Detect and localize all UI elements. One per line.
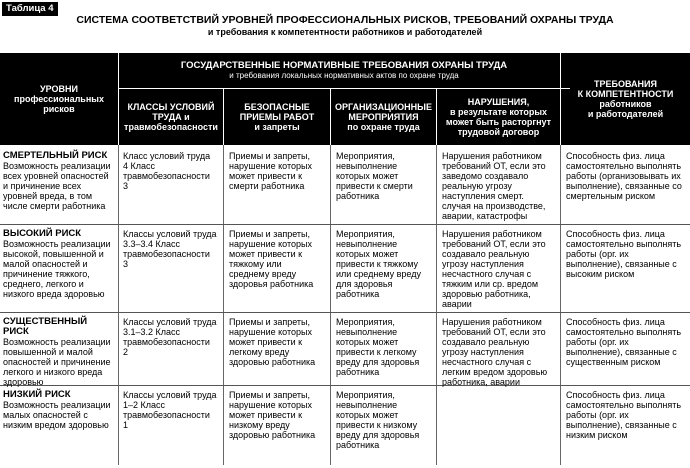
risk-level-description: Возможность реализации малых опасностей с низким вредом здоровью [3,400,111,430]
risk-level-description: Возможность реализации высокой, повышенной и малой опасностей и причинение тяжкого, среднего, легкого и низкого вреда здоровью [3,239,111,299]
competence-cell: Способность физ. лица самостоятельно выполнять работы (орг. их выполнение), связанные с низким риском [566,390,682,440]
col-header-competence: ТРЕБОВАНИЯ К КОМПЕТЕНТНОСТИ работников и работодателей [577,79,674,119]
risk-level-cell [0,313,118,385]
risk-level-name: СМЕРТЕЛЬНЫЙ РИСК [3,150,108,161]
risk-level-name: НИЗКИЙ РИСК [3,389,71,400]
classes-cell: Классы условий труда 1–2 Класс травмобезопасности 1 [123,390,217,430]
safe-methods-cell: Приемы и запреты, нарушение которых может привести к смерти работника [229,151,312,191]
risk-level-description: Возможность реализации повышенной и малой опасностей и причинение легкого и низкого вреда здоровью [3,337,111,387]
col-header-safe-methods: БЕЗОПАСНЫЕ ПРИЕМЫ РАБОТ и запреты [239,102,315,132]
safe-methods-cell: Приемы и запреты, нарушение которых может привести к тяжкому или среднему вреду здоровья работника [229,229,314,289]
col-header-classes: КЛАССЫ УСЛОВИЙ ТРУДА и травмобезопасности [124,102,218,132]
table-tag: Таблица 4 [2,2,58,16]
competence-cell: Способность физ. лица самостоятельно выполнять работы (организовывать их выполнение), связанные со смертельным риском [566,151,682,201]
table-row [0,313,690,386]
col-header-levels: УРОВНИ профессиональных рисков [14,84,104,114]
safe-methods-cell: Приемы и запреты, нарушение которых может привести к легкому вреду здоровью работника [229,317,316,367]
risk-level-description: Возможность реализации всех уровней опасностей и причинение всех уровней вреда, в том числе смерти работника [3,161,111,211]
classes-cell: Классы условий труда 3.3–3.4 Класс травмобезопасности 3 [123,229,217,269]
table-row [0,147,690,225]
risk-level-name: СУЩЕСТВЕННЫЙ РИСК [3,316,88,337]
col-header-violations: НАРУШЕНИЯ, в результате которых может быть расторгнут трудовой договор [445,97,552,137]
org-measures-cell: Мероприятия, невыполнение которых может привести к низкому вреду для здоровья работника [336,390,420,450]
gov-header-line1: ГОСУДАРСТВЕННЫЕ НОРМАТИВНЫЕ ТРЕБОВАНИЯ ОХРАНЫ ТРУДА [180,60,508,71]
org-measures-cell: Мероприятия, невыполнение которых может привести к смерти работника [336,151,413,201]
org-measures-cell: Мероприятия, невыполнение которых может привести к легкому вреду для здоровья работника [336,317,420,377]
safe-methods-cell: Приемы и запреты, нарушение которых может привести к низкому вреду здоровью работника [229,390,316,440]
violations-cell: Нарушения работником требований ОТ, если это заведомо создавало реальную угрозу наступления смерт. случая на производстве, аварии, катастрофы [442,151,546,221]
org-measures-cell: Мероприятия, невыполнение которых может привести к тяжкому или среднему вреду для здоровья работника [336,229,421,299]
table-row [0,225,690,313]
violations-cell: Нарушения работником требований ОТ, если это создавало реальную угрозу наступления несчастного случая с тяжким или ср. вредом здоровью работника, аварии [442,229,546,309]
classes-cell: Класс условий труда 4 Класс травмобезопасности 3 [123,151,211,191]
violations-cell [439,386,558,465]
risk-level-cell [0,147,118,224]
col-header-org-measures: ОРГАНИЗАЦИОННЫЕ МЕРОПРИЯТИЯ по охране труда [334,102,432,132]
gov-header-line2: и требования локальных нормативных актов по охране труда [229,71,459,80]
document-subtitle: и требования к компетентности работников и работодателей [207,27,483,37]
violations-cell: Нарушения работником требований ОТ, если это создавало реальную угрозу наступления несчастного случая с легким вредом здоровью работника, аварии [442,317,548,387]
competence-cell: Способность физ. лица самостоятельно выполнять работы (орг. их выполнение), связанные с существенным риском [566,317,682,367]
classes-cell: Классы условий труда 3.1–3.2 Класс травмобезопасности 2 [123,317,217,357]
risk-level-name: ВЫСОКИЙ РИСК [3,228,82,239]
gov-requirements-header [118,53,570,89]
risk-level-cell [0,225,118,312]
table-row [0,386,690,465]
document-title: СИСТЕМА СООТВЕТСТВИЙ УРОВНЕЙ ПРОФЕССИОНАЛЬНЫХ РИСКОВ, ТРЕБОВАНИЙ ОХРАНЫ ТРУДА [76,14,614,26]
competence-cell: Способность физ. лица самостоятельно выполнять работы (орг. их выполнение), связанные с высоким риском [566,229,682,279]
risk-level-cell [0,386,118,465]
